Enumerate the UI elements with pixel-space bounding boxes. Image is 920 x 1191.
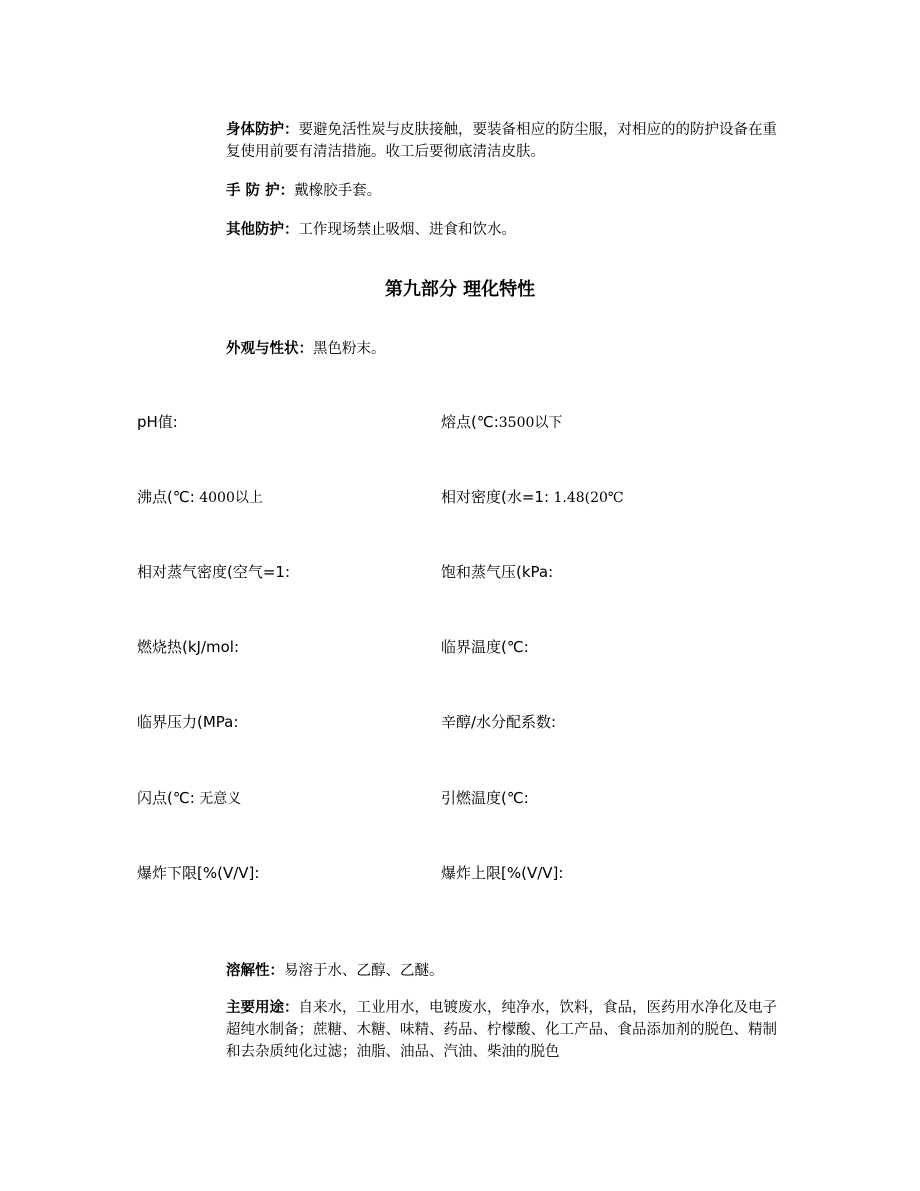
appearance-paragraph <box>226 338 786 360</box>
solubility-paragraph <box>226 960 786 982</box>
property-label: 爆炸下限[%(V/V]: <box>137 864 260 882</box>
property-vapor-pressure <box>441 562 553 583</box>
solubility-label: 溶解性： <box>226 963 284 979</box>
hand-protection-paragraph <box>226 180 786 202</box>
property-critical-temperature <box>441 637 529 658</box>
property-critical-pressure <box>137 712 238 733</box>
property-ph <box>137 412 178 433</box>
property-label: pH值: <box>137 413 178 431</box>
property-label: 相对密度(水=1: <box>441 488 550 506</box>
property-upper-explosive-limit <box>441 863 563 884</box>
property-value: 4000以上 <box>194 490 263 506</box>
property-label: 沸点(℃: <box>137 488 195 506</box>
hand-protection-label: 手 防 护： <box>226 183 295 199</box>
body-protection-text: 要避免活性炭与皮肤接触，要装备相应的防尘服，对相应的的防护设备在重复使用前要有清洁措施。收工后要彻底清洁皮肤。 <box>226 122 777 160</box>
property-label: 爆炸上限[%(V/V]: <box>441 864 564 882</box>
property-relative-density <box>441 487 624 508</box>
uses-label: 主要用途： <box>226 1000 299 1016</box>
property-vapor-density <box>137 562 290 583</box>
property-partition-coefficient <box>441 712 556 733</box>
property-heat-of-combustion <box>137 637 239 658</box>
property-value: 3500以下 <box>498 415 563 431</box>
property-value: 无意义 <box>194 791 242 807</box>
property-label: 引燃温度(℃: <box>441 789 529 807</box>
uses-paragraph <box>226 997 786 1063</box>
property-label: 燃烧热(kJ/mol: <box>137 638 240 656</box>
appearance-text: 黑色粉末。 <box>313 341 386 357</box>
property-flash-point <box>137 788 241 809</box>
hand-protection-text: 戴橡胶手套。 <box>294 183 382 199</box>
property-label: 辛醇/水分配系数: <box>441 713 557 731</box>
property-label: 临界压力(MPa: <box>137 713 239 731</box>
body-protection-label: 身体防护： <box>226 122 299 138</box>
other-protection-label: 其他防护： <box>226 222 299 238</box>
body-protection-paragraph <box>226 119 786 163</box>
property-label: 闪点(℃: <box>137 789 195 807</box>
other-protection-paragraph <box>226 219 786 241</box>
property-lower-explosive-limit <box>137 863 259 884</box>
property-label: 相对蒸气密度(空气=1: <box>137 563 291 581</box>
property-label: 熔点(℃: <box>441 413 499 431</box>
uses-text: 自来水，工业用水，电镀废水，纯净水，饮料，食品，医药用水净化及电子超纯水制备；蔗糖、木糖、味精、药品、柠檬酸、化工产品、食品添加剂的脱色、精制和去杂质纯化过滤；油脂、油品、汽油、柴油的脱色 <box>226 1000 777 1060</box>
other-protection-text: 工作现场禁止吸烟、进食和饮水。 <box>298 222 516 238</box>
property-label: 饱和蒸气压(kPa: <box>441 563 554 581</box>
property-label: 临界温度(℃: <box>441 638 529 656</box>
solubility-text: 易溶于水、乙醇、乙醚。 <box>284 963 444 979</box>
property-value: 1.48(20℃ <box>549 490 624 506</box>
property-melting-point <box>441 412 562 433</box>
property-boiling-point <box>137 487 263 508</box>
appearance-label: 外观与性状： <box>226 341 313 357</box>
section-title: 第九部分 理化特性 <box>384 279 536 300</box>
property-ignition-temperature <box>441 788 529 809</box>
